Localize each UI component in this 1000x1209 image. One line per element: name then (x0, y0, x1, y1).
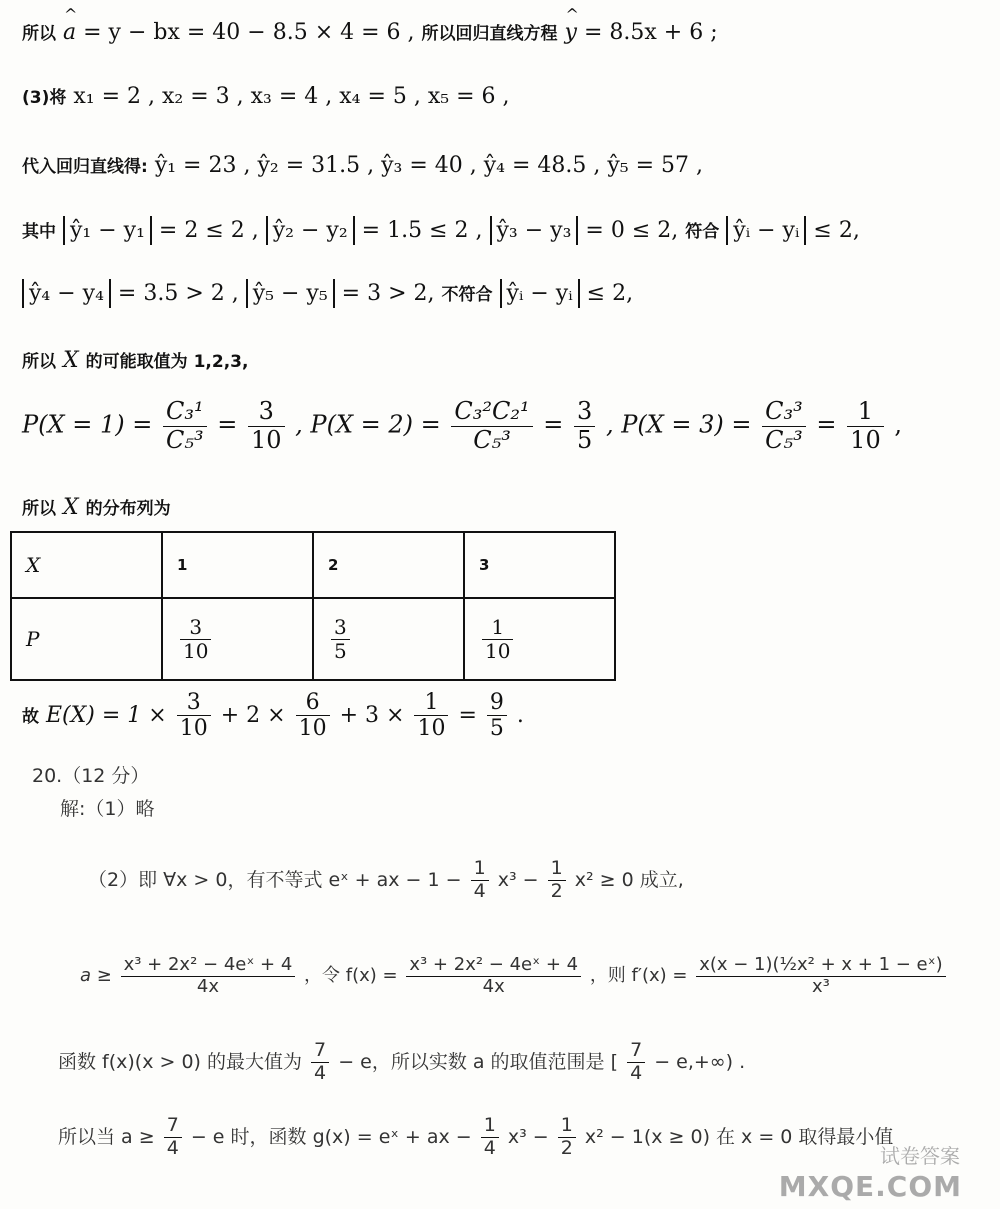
abs-expr: ŷ₃ − y₃ (490, 216, 579, 245)
numerator: 1 (482, 616, 513, 640)
math: , P(X = 3) = (605, 410, 752, 439)
line-residuals-fail (22, 283, 633, 305)
math: E(X) = 1 × (46, 702, 167, 728)
math: ≤ 2, (813, 218, 860, 243)
math: = y − bx = 40 − 8.5 × 4 = 6 , (83, 20, 415, 45)
math: = 1.5 ≤ 2 , (361, 218, 483, 243)
numerator: 1 (481, 1115, 499, 1138)
math: + 3 × (339, 702, 405, 728)
numerator: 1 (414, 690, 448, 716)
denominator: 10 (298, 716, 327, 742)
line-inequality (88, 858, 684, 903)
math: = 3 > 2, (341, 281, 435, 306)
text: 不符合 (441, 285, 493, 305)
var-x: X (63, 495, 79, 520)
numerator: 9 (487, 690, 507, 716)
table-row (11, 532, 615, 598)
denominator: 4 (630, 1061, 643, 1084)
math: ŷ₁ = 23 , ŷ₂ = 31.5 , ŷ₃ = 40 , ŷ₄ = 48.5 , ŷ₅ = 57 , (154, 153, 704, 178)
numerator: x³ + 2x² − 4eˣ + 4 (121, 955, 296, 977)
table-cell (313, 598, 464, 680)
denominator: 5 (489, 716, 504, 742)
comma: , (894, 410, 902, 439)
line-predicted-values (22, 155, 703, 177)
numerator: 3 (248, 398, 285, 427)
numerator: 1 (548, 858, 566, 881)
text: − e,+∞) . (654, 1050, 746, 1073)
table-cell: 1 (162, 532, 313, 598)
fraction (471, 858, 489, 903)
denominator: 5 (334, 638, 347, 663)
fraction (548, 858, 566, 903)
denominator: 2 (560, 1136, 573, 1159)
line-define-f (80, 955, 949, 997)
numerator: 3 (180, 616, 211, 640)
fraction (574, 398, 595, 454)
line-possible-values (22, 350, 248, 372)
text: a ≥ (80, 965, 112, 987)
table-cell (464, 598, 615, 680)
denominator: 2 (550, 879, 563, 902)
y-hat: ^ y (565, 22, 577, 44)
text: ，令 f(x) = (304, 965, 398, 987)
denominator: C₅³ (765, 425, 803, 454)
text: （2）即 ∀x > 0，有不等式 eˣ + ax − 1 − (88, 868, 462, 891)
a-hat: ^ a (63, 22, 76, 44)
text: 所以当 a ≥ (58, 1125, 155, 1148)
denominator: 4 (483, 1136, 496, 1159)
math: ≤ 2, (586, 281, 634, 306)
equals: = (458, 702, 477, 728)
text: 符合 (685, 222, 720, 242)
fraction (847, 398, 884, 454)
numerator: 1 (558, 1115, 576, 1138)
fraction (487, 690, 507, 742)
fraction (696, 955, 945, 997)
text: 函数 f(x)(x > 0) 的最大值为 (58, 1050, 302, 1073)
text: − e 时，函数 g(x) = eˣ + ax − (190, 1125, 472, 1148)
denominator: 4 (473, 879, 486, 902)
abs-expr: ŷ₁ − y₁ (63, 216, 152, 245)
line-expectation (22, 690, 524, 742)
numerator: 3 (574, 398, 595, 427)
fraction (762, 398, 806, 454)
fraction (451, 398, 532, 454)
text: 其中 (22, 222, 56, 242)
abs-expr: ŷᵢ − yᵢ (500, 279, 580, 308)
fraction (121, 955, 296, 997)
table-row (11, 598, 615, 680)
math: = 8.5x + 6 ; (583, 20, 718, 45)
fraction (177, 690, 211, 742)
denominator: 10 (485, 638, 511, 663)
question-number: 20.（12 分） (32, 765, 150, 787)
distribution-table (10, 531, 616, 681)
denominator: 10 (417, 716, 446, 742)
text: 的可能取值为 1,2,3, (85, 352, 249, 372)
fraction (311, 1040, 329, 1085)
fraction (296, 690, 330, 742)
line-distribution-heading (22, 497, 171, 519)
math: = 3.5 > 2 , (117, 281, 239, 306)
line-max-value (58, 1040, 745, 1085)
text: x³ − (497, 868, 539, 891)
denominator: 10 (850, 425, 881, 454)
numerator: C₃²C₂¹ (451, 398, 532, 427)
denominator: 4 (314, 1061, 327, 1084)
line-substitute-x (22, 86, 510, 108)
equals: = (543, 410, 564, 439)
table-cell (162, 598, 313, 680)
fraction (248, 398, 285, 454)
abs-expr: ŷ₂ − y₂ (266, 216, 355, 245)
line-min-at-zero (58, 1115, 893, 1160)
text: 所以回归直线方程 (421, 24, 558, 44)
watermark-url: MXQE.COM (778, 1170, 962, 1203)
period: . (516, 702, 524, 728)
fraction (331, 616, 350, 663)
abs-expr: ŷᵢ − yᵢ (726, 216, 806, 245)
numerator: C₃¹ (163, 398, 207, 427)
text: 所以 (22, 352, 56, 372)
fraction (414, 690, 448, 742)
fraction (482, 616, 513, 663)
math: + 2 × (220, 702, 286, 728)
solution-part1: 解:（1）略 (60, 798, 155, 820)
line-regression-intercept (22, 22, 718, 44)
numerator: x(x − 1)(½x² + x + 1 − eˣ) (696, 955, 945, 977)
fraction (627, 1040, 645, 1085)
math: x₁ = 2 , x₂ = 3 , x₃ = 4 , x₄ = 5 , x₅ = 6 , (73, 84, 510, 109)
denominator: C₅³ (473, 425, 511, 454)
math: = 0 ≤ 2, (585, 218, 679, 243)
text: 的分布列为 (85, 499, 171, 519)
text: x² − 1(x ≥ 0) 在 x = 0 取得最小值 (584, 1125, 894, 1148)
numerator: 1 (847, 398, 884, 427)
math: = 2 ≤ 2 , (158, 218, 259, 243)
numerator: 7 (627, 1040, 645, 1063)
var-x: X (63, 348, 79, 373)
text: 所以 (22, 499, 56, 519)
line-probabilities (22, 398, 902, 454)
watermark-text: 试卷答案 (880, 1144, 960, 1168)
denominator: 4x (196, 975, 219, 997)
denominator: 4x (482, 975, 505, 997)
text: x³ − (507, 1125, 549, 1148)
abs-expr: ŷ₄ − y₄ (22, 279, 111, 308)
fraction (163, 398, 207, 454)
math: P(X = 1) = (22, 410, 153, 439)
table-cell: 3 (464, 532, 615, 598)
numerator: 1 (471, 858, 489, 881)
fraction (164, 1115, 182, 1160)
denominator: 5 (577, 425, 593, 454)
abs-expr: ŷ₅ − y₅ (246, 279, 335, 308)
fraction (180, 616, 211, 663)
denominator: 10 (179, 716, 208, 742)
denominator: 10 (183, 638, 209, 663)
line-residuals-ok (22, 220, 860, 242)
text: 代入回归直线得: (22, 157, 148, 177)
math: , P(X = 2) = (295, 410, 441, 439)
equals: = (217, 410, 238, 439)
numerator: x³ + 2x² − 4eˣ + 4 (406, 955, 581, 977)
numerator: 7 (164, 1115, 182, 1138)
denominator: 10 (250, 425, 282, 454)
fraction (558, 1115, 576, 1160)
text: x² ≥ 0 成立, (574, 868, 684, 891)
denominator: C₅³ (165, 425, 204, 454)
numerator: C₃³ (762, 398, 806, 427)
table-cell: 2 (313, 532, 464, 598)
numerator: 3 (331, 616, 350, 640)
denominator: x³ (811, 975, 830, 997)
text: 故 (22, 706, 39, 727)
numerator: 7 (311, 1040, 329, 1063)
denominator: 4 (166, 1136, 179, 1159)
numerator: 6 (296, 690, 330, 716)
text: ，则 f′(x) = (589, 965, 688, 987)
table-cell: X (11, 532, 162, 598)
text: 所以 (22, 24, 56, 44)
table-cell: P (11, 598, 162, 680)
equals: = (816, 410, 837, 439)
text: (3)将 (22, 88, 67, 108)
text: − e，所以实数 a 的取值范围是 [ (338, 1050, 619, 1073)
fraction (406, 955, 581, 997)
fraction (481, 1115, 499, 1160)
numerator: 3 (177, 690, 211, 716)
